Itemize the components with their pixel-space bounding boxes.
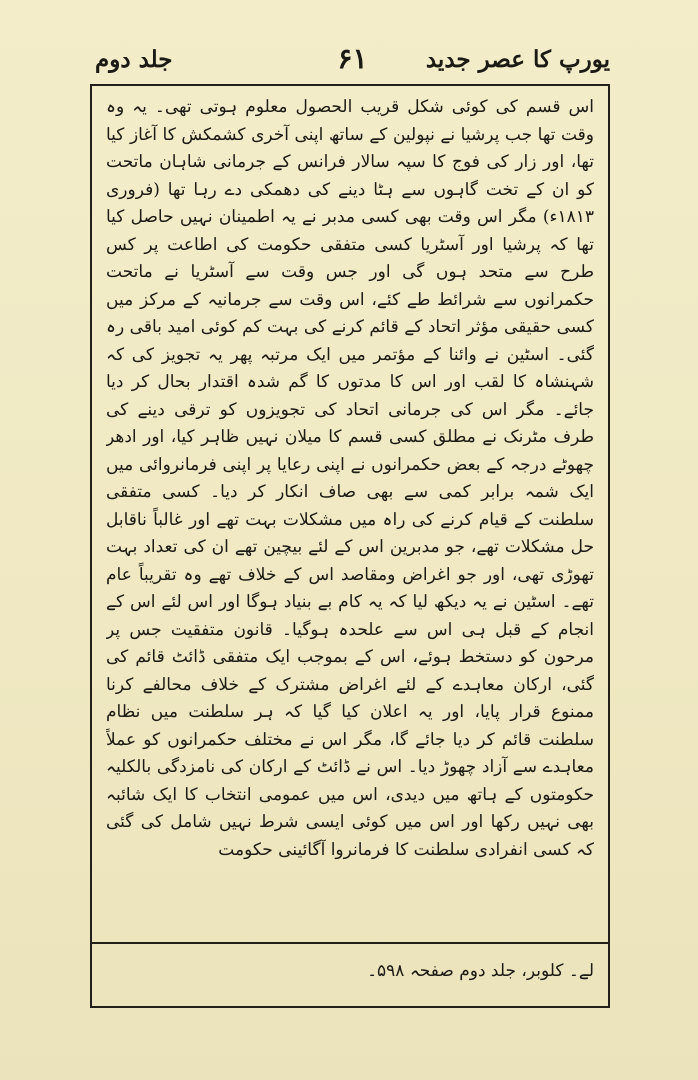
body-paragraph: اس قسم کی کوئی شکل قریب الحصول معلوم ہوتی تھی۔ یہ وہ وقت تھا جب پرشیا نے نپولین کے ساتھ اپنی آخری کشمکش کا آغاز کیا تھا، اور زار کی فوج کا سپہ سالار فرانس کے جرمانی شاہان ماتحت کو ان کے تخت گاہوں سے ہٹا دینے کی دھمکی دے رہا تھا (فروری ۱۸۱۳ء) مگر اس وقت بھی کسی مدبر نے یہ اطمینان نہیں حاصل کیا تھا کہ پرشیا اور آسٹریا کسی متفقی حکومت کی اطاعت پر کس طرح سے متحد ہوں گی اور جس وقت سے آسٹریا نے ماتحت حکمرانوں سے شرائط طے کئے، اس وقت سے جرمانیہ کے مرکز میں کسی حقیقی مؤثر اتحاد کے قائم کرنے کی بہت کم کوئی امید باقی رہ گئی۔ اسٹین نے وائنا کے مؤتمر میں ایک مرتبہ پھر یہ تجویز کی کہ شہنشاہ کا لقب اور اس کا مدتوں کا گم شدہ اقتدار بحال کر دیا جائے۔ مگر اس کی جرمانی اتحاد کی تجویزوں کو ترقی دینے کی طرف مٹرنک نے مطلق کسی قسم کا میلان نہیں ظاہر کیا، اور ادھر چھوٹے درجہ کے بعض حکمرانوں نے اپنی رعایا پر اپنی فرمانروائی میں ایک شمہ برابر کمی سے بھی صاف انکار کر دیا۔ کسی متفقی سلطنت کے قیام کرنے کی راہ میں مشکلات بہت تھے اور غالباً ناقابل حل مشکلات تھے، جو مدبرین اس کے لئے بیچین تھے ان کی تعداد بہت تھوڑی تھی، اور جو اغراض ومقاصد اس کے خلاف تھے وہ تقریباً عام تھے۔ اسٹین نے یہ دیکھ لیا کہ یہ کام بے بنیاد ہوگا اور اس لئے اس کے انجام کے قبل ہی اس سے علحدہ ہوگیا۔ قانون متفقیت جس پر مرحون کو دستخط ہوئے، اس کے بموجب ایک متفقی ڈائٹ قائم کی گئی، ارکان معاہدے کے لئے اغراض مشترک کے خلاف محالفے کرنا ممنوع قرار پایا، اور یہ اعلان کیا گیا کہ ہر سلطنت میں نظام سلطنت قائم کر دیا جائے گا، مگر اس نے مختلف حکمرانوں کو عملاً معاہدے سے آزاد چھوڑ دیا۔ اس نے ڈائٹ کے ارکان کی نامزدگی بالکلیہ حکومتوں کے ہاتھ میں دیدی، اس میں عمومی انتخاب کا ایک شائبہ بھی نہیں رکھا اور اس میں کوئی ایسی شرط نہیں شامل کی گئی کہ کسی انفرادی سلطنت کا فرمانروا آگائینی حکومت <box>106 97 594 860</box>
volume-label: جلد دوم <box>95 46 173 73</box>
book-title: یورپ کا عصر جدید <box>425 46 610 73</box>
text-frame <box>90 84 610 1008</box>
footnote: لے۔ کلوبر، جلد دوم صفحہ ۵۹۸۔ <box>367 961 594 981</box>
running-header <box>95 42 610 84</box>
page-number: ۶۱ <box>337 42 368 75</box>
footnote-divider <box>92 942 608 944</box>
